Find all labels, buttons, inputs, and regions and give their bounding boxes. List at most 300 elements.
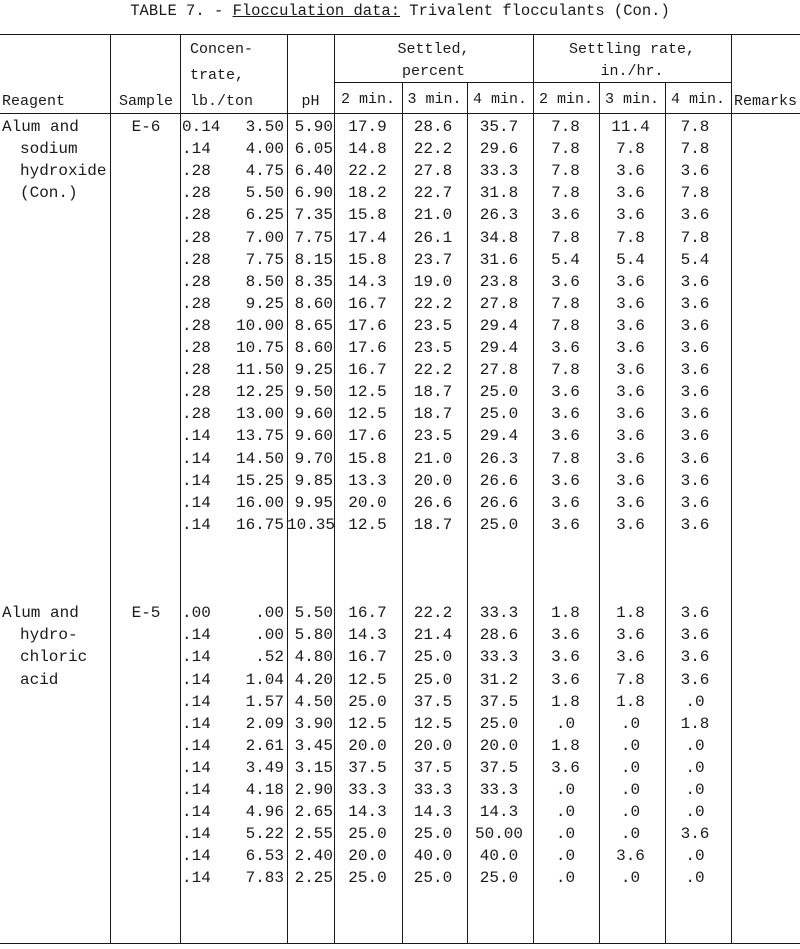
settled-subheader-rule bbox=[334, 82, 533, 83]
settling-rate-value: 3.6 bbox=[551, 339, 580, 357]
settled-percent-value: 27.8 bbox=[479, 294, 519, 313]
ph-value: 4.50 bbox=[294, 692, 333, 711]
settling-rate-value: 11.4 bbox=[611, 118, 650, 136]
concentrate-total-value: 13.75 bbox=[235, 427, 284, 446]
settled-percent-value: 22.2 bbox=[413, 294, 453, 313]
settled-percent-value: 20.0 bbox=[348, 493, 387, 512]
settled-percent-value: 15.8 bbox=[348, 449, 387, 468]
column-rule bbox=[533, 34, 534, 943]
settled-percent-value: 14.3 bbox=[348, 803, 387, 822]
settled-percent-value: 20.0 bbox=[348, 847, 387, 866]
header-3-min: 3 min. bbox=[407, 91, 462, 108]
settling-rate-value: 3.6 bbox=[616, 493, 645, 512]
concentrate-total-value: 12.25 bbox=[235, 383, 284, 402]
concentrate-total-value: 4.96 bbox=[245, 803, 284, 822]
rate-subheader-rule bbox=[533, 82, 731, 83]
header-ph: pH bbox=[301, 93, 320, 110]
settled-percent-value: 14.3 bbox=[413, 803, 453, 822]
settled-percent-value: 25.0 bbox=[413, 825, 453, 844]
settled-percent-value: 26.3 bbox=[479, 206, 519, 225]
settled-percent-value: 22.2 bbox=[413, 604, 453, 623]
ph-value: 5.80 bbox=[294, 626, 333, 645]
reagent-line: (Con.) bbox=[20, 184, 78, 203]
settled-percent-value: 16.7 bbox=[348, 648, 387, 667]
concentrate-rate-value: .28 bbox=[182, 294, 211, 313]
concentrate-total-value: 14.50 bbox=[235, 449, 284, 468]
settling-rate-value: .0 bbox=[620, 825, 641, 844]
settled-percent-value: 29.4 bbox=[479, 339, 519, 357]
table-title-prefix: TABLE 7. - bbox=[130, 2, 233, 20]
settling-rate-value: 7.8 bbox=[616, 670, 645, 689]
concentrate-total-value: .52 bbox=[255, 648, 284, 667]
settled-percent-value: 31.6 bbox=[479, 250, 519, 269]
ph-value: 6.40 bbox=[294, 162, 333, 181]
settled-percent-value: 25.0 bbox=[413, 869, 453, 888]
settled-percent-value: 18.7 bbox=[413, 405, 453, 424]
settled-percent-value: 37.5 bbox=[413, 692, 453, 711]
settled-percent-value: 17.6 bbox=[348, 427, 387, 446]
ph-value: 3.15 bbox=[294, 758, 333, 777]
settling-rate-value: 3.6 bbox=[680, 272, 710, 291]
concentrate-total-value: 6.53 bbox=[245, 847, 284, 866]
concentrate-rate-value: .14 bbox=[182, 515, 211, 534]
settling-rate-value: 7.8 bbox=[551, 162, 580, 181]
reagent-line: acid bbox=[20, 670, 59, 689]
table-top-rule bbox=[0, 34, 800, 35]
ph-value: 2.25 bbox=[294, 869, 333, 888]
column-rule bbox=[599, 82, 600, 943]
concentrate-total-value: 1.04 bbox=[245, 670, 284, 689]
settled-percent-value: 21.0 bbox=[413, 206, 453, 225]
settling-rate-value: .0 bbox=[685, 736, 705, 755]
settled-percent-value: 33.3 bbox=[479, 648, 519, 667]
concentrate-rate-value: .14 bbox=[182, 781, 211, 799]
settling-rate-value: .0 bbox=[685, 803, 705, 822]
settling-rate-value: 7.8 bbox=[551, 184, 580, 203]
settling-rate-value: 3.6 bbox=[616, 294, 645, 313]
header-concentrate-line: trate, bbox=[190, 67, 245, 84]
ph-value: 2.40 bbox=[294, 847, 333, 866]
ph-value: 7.35 bbox=[294, 206, 333, 225]
settling-rate-value: .0 bbox=[685, 781, 705, 799]
sample-id: E-5 bbox=[131, 604, 161, 623]
settled-percent-value: 29.6 bbox=[479, 140, 519, 159]
ph-value: 9.60 bbox=[294, 405, 333, 424]
settled-percent-value: 34.8 bbox=[479, 228, 519, 247]
column-rule bbox=[334, 34, 335, 943]
settling-rate-value: 3.6 bbox=[680, 449, 710, 468]
concentrate-total-value: 7.00 bbox=[245, 228, 284, 247]
settling-rate-value: 3.6 bbox=[551, 670, 580, 689]
settled-percent-value: 25.0 bbox=[479, 515, 519, 534]
settling-rate-value: .0 bbox=[620, 758, 641, 777]
ph-value: 9.85 bbox=[294, 471, 333, 490]
table-title bbox=[0, 2, 800, 20]
settled-percent-value: 20.0 bbox=[348, 736, 387, 755]
settling-rate-value: 3.6 bbox=[551, 383, 580, 402]
concentrate-total-value: 16.75 bbox=[235, 515, 284, 534]
settled-percent-value: 25.0 bbox=[479, 869, 519, 888]
settled-percent-value: 29.4 bbox=[479, 427, 519, 446]
header-settled-line2: percent bbox=[401, 63, 465, 80]
concentrate-rate-value: .28 bbox=[182, 339, 211, 357]
header-4-min: 4 min. bbox=[670, 91, 725, 108]
settled-percent-value: 37.5 bbox=[479, 692, 519, 711]
settling-rate-value: .0 bbox=[620, 736, 641, 755]
settling-rate-value: 7.8 bbox=[551, 361, 580, 380]
settled-percent-value: 37.5 bbox=[348, 758, 387, 777]
ph-value: 10.35 bbox=[287, 515, 336, 534]
settled-percent-value: 31.2 bbox=[479, 670, 519, 689]
settling-rate-value: 3.6 bbox=[680, 670, 710, 689]
reagent-line: Alum and bbox=[2, 118, 79, 136]
concentrate-rate-value: .28 bbox=[182, 405, 211, 424]
concentrate-rate-value: .14 bbox=[182, 140, 211, 159]
ph-value: 6.05 bbox=[294, 140, 333, 159]
settling-rate-value: .0 bbox=[555, 847, 576, 866]
settling-rate-value: 3.6 bbox=[551, 272, 580, 291]
settled-percent-value: 16.7 bbox=[348, 294, 387, 313]
settled-percent-value: 25.0 bbox=[479, 714, 519, 733]
settling-rate-value: 3.6 bbox=[616, 184, 645, 203]
settling-rate-value: 3.6 bbox=[680, 383, 710, 402]
settling-rate-value: 3.6 bbox=[551, 515, 580, 534]
column-rule bbox=[180, 34, 181, 943]
column-rule bbox=[467, 82, 468, 943]
ph-value: 9.95 bbox=[294, 493, 333, 512]
settling-rate-value: 7.8 bbox=[680, 184, 710, 203]
concentrate-rate-value: .14 bbox=[182, 825, 211, 844]
settling-rate-value: 3.6 bbox=[680, 339, 710, 357]
settling-rate-value: 3.6 bbox=[616, 449, 645, 468]
settling-rate-value: 3.6 bbox=[680, 162, 710, 181]
settling-rate-value: 3.6 bbox=[680, 626, 710, 645]
settling-rate-value: .0 bbox=[620, 781, 641, 799]
concentrate-rate-value: .28 bbox=[182, 272, 211, 291]
settling-rate-value: 1.8 bbox=[551, 604, 580, 623]
concentrate-rate-value: .14 bbox=[182, 758, 211, 777]
settling-rate-value: 3.6 bbox=[680, 471, 710, 490]
settling-rate-value: 3.6 bbox=[680, 825, 710, 844]
settling-rate-value: .0 bbox=[555, 714, 576, 733]
settled-percent-value: 26.6 bbox=[479, 493, 519, 512]
ph-value: 9.70 bbox=[294, 449, 333, 468]
settled-percent-value: 17.6 bbox=[348, 339, 387, 357]
settling-rate-value: 3.6 bbox=[616, 471, 645, 490]
settled-percent-value: 37.5 bbox=[413, 758, 453, 777]
ph-value: 6.90 bbox=[294, 184, 333, 203]
settled-percent-value: 25.0 bbox=[348, 869, 387, 888]
settling-rate-value: 3.6 bbox=[551, 427, 580, 446]
settled-percent-value: 20.0 bbox=[413, 736, 453, 755]
settling-rate-value: 7.8 bbox=[551, 228, 580, 247]
settled-percent-value: 17.9 bbox=[348, 118, 387, 136]
concentrate-rate-value: .14 bbox=[182, 692, 211, 711]
settling-rate-value: 3.6 bbox=[551, 648, 580, 667]
settled-percent-value: 22.7 bbox=[413, 184, 453, 203]
settled-percent-value: 37.5 bbox=[479, 758, 519, 777]
settled-percent-value: 18.7 bbox=[413, 383, 453, 402]
settling-rate-value: .0 bbox=[620, 869, 641, 888]
settling-rate-value: 3.6 bbox=[680, 515, 710, 534]
settled-percent-value: 15.8 bbox=[348, 206, 387, 225]
settled-percent-value: 17.4 bbox=[348, 228, 387, 247]
concentrate-total-value: 16.00 bbox=[235, 493, 284, 512]
settled-percent-value: 25.0 bbox=[479, 405, 519, 424]
ph-value: 9.50 bbox=[294, 383, 333, 402]
settling-rate-value: .0 bbox=[685, 758, 705, 777]
settling-rate-value: 7.8 bbox=[680, 118, 710, 136]
header-concentrate-line: lb./ton bbox=[190, 93, 254, 110]
concentrate-total-value: 13.00 bbox=[235, 405, 284, 424]
settling-rate-value: .0 bbox=[555, 825, 576, 844]
settling-rate-value: 3.6 bbox=[616, 427, 645, 446]
settled-percent-value: 25.0 bbox=[348, 692, 387, 711]
ph-value: 2.65 bbox=[294, 803, 333, 822]
ph-value: 9.25 bbox=[294, 361, 333, 380]
column-rule bbox=[665, 82, 666, 943]
concentrate-total-value: .00 bbox=[255, 626, 284, 645]
settled-percent-value: 22.2 bbox=[413, 361, 453, 380]
reagent-line: chloric bbox=[20, 648, 88, 667]
settled-percent-value: 21.4 bbox=[413, 626, 453, 645]
ph-value: 8.60 bbox=[294, 339, 333, 357]
concentrate-total-value: 1.57 bbox=[245, 692, 284, 711]
settled-percent-value: 50.00 bbox=[474, 825, 523, 844]
settling-rate-value: 3.6 bbox=[680, 405, 710, 424]
settling-rate-value: 7.8 bbox=[616, 228, 645, 247]
settled-percent-value: 12.5 bbox=[348, 670, 387, 689]
settling-rate-value: .0 bbox=[685, 847, 705, 866]
header-sample: Sample bbox=[118, 93, 173, 110]
settling-rate-value: 3.6 bbox=[616, 626, 645, 645]
concentrate-rate-value: .28 bbox=[182, 361, 211, 380]
settling-rate-value: 3.6 bbox=[680, 316, 710, 335]
settling-rate-value: 7.8 bbox=[551, 294, 580, 313]
ph-value: 3.90 bbox=[294, 714, 333, 733]
settling-rate-value: 7.8 bbox=[551, 140, 580, 159]
header-reagent: Reagent bbox=[2, 93, 66, 110]
settled-percent-value: 35.7 bbox=[479, 118, 519, 136]
settled-percent-value: 27.8 bbox=[413, 162, 453, 181]
column-rule bbox=[110, 34, 111, 943]
settled-percent-value: 25.0 bbox=[413, 670, 453, 689]
settled-percent-value: 25.0 bbox=[479, 383, 519, 402]
concentrate-total-value: 7.83 bbox=[245, 869, 284, 888]
concentrate-total-value: 4.00 bbox=[245, 140, 284, 159]
settling-rate-value: 3.6 bbox=[551, 626, 580, 645]
ph-value: 2.90 bbox=[294, 781, 333, 799]
concentrate-total-value: 3.50 bbox=[245, 118, 284, 136]
concentrate-total-value: 4.18 bbox=[245, 781, 284, 799]
settled-percent-value: 14.3 bbox=[479, 803, 519, 822]
concentrate-rate-value: .28 bbox=[182, 250, 211, 269]
concentrate-total-value: 4.75 bbox=[245, 162, 284, 181]
settling-rate-value: 3.6 bbox=[680, 427, 710, 446]
settled-percent-value: 20.0 bbox=[479, 736, 519, 755]
concentrate-rate-value: .14 bbox=[182, 869, 211, 888]
column-rule bbox=[731, 34, 732, 943]
header-3-min: 3 min. bbox=[604, 91, 659, 108]
concentrate-rate-value: .14 bbox=[182, 714, 211, 733]
settling-rate-value: 7.8 bbox=[616, 140, 645, 159]
settled-percent-value: 31.8 bbox=[479, 184, 519, 203]
settled-percent-value: 14.3 bbox=[348, 272, 387, 291]
concentrate-rate-value: .14 bbox=[182, 736, 211, 755]
settling-rate-value: .0 bbox=[620, 803, 641, 822]
concentrate-total-value: 2.61 bbox=[245, 736, 284, 755]
settled-percent-value: 22.2 bbox=[413, 140, 453, 159]
settling-rate-value: 7.8 bbox=[680, 140, 710, 159]
settling-rate-value: 3.6 bbox=[616, 405, 645, 424]
settled-percent-value: 12.5 bbox=[348, 383, 387, 402]
concentrate-rate-value: .28 bbox=[182, 316, 211, 335]
concentrate-rate-value: .28 bbox=[182, 383, 211, 402]
settling-rate-value: 3.6 bbox=[551, 758, 580, 777]
header-2-min: 2 min. bbox=[538, 91, 593, 108]
ph-value: 8.35 bbox=[294, 272, 333, 291]
settled-percent-value: 17.6 bbox=[348, 316, 387, 335]
concentrate-rate-value: .14 bbox=[182, 670, 211, 689]
settled-percent-value: 25.0 bbox=[348, 825, 387, 844]
header-bottom-rule bbox=[0, 113, 800, 114]
settling-rate-value: .0 bbox=[555, 803, 576, 822]
reagent-line: Alum and bbox=[2, 604, 79, 623]
header-rate-line1: Settling rate, bbox=[568, 41, 696, 58]
settled-percent-value: 29.4 bbox=[479, 316, 519, 335]
settling-rate-value: 7.8 bbox=[551, 316, 580, 335]
header-rate-line2: in./hr. bbox=[600, 63, 664, 80]
settling-rate-value: 3.6 bbox=[616, 383, 645, 402]
settled-percent-value: 13.3 bbox=[348, 471, 387, 490]
settling-rate-value: 3.6 bbox=[616, 361, 645, 380]
header-remarks: Remarks bbox=[734, 93, 798, 110]
ph-value: 4.20 bbox=[294, 670, 333, 689]
concentrate-total-value: .00 bbox=[255, 604, 284, 623]
concentrate-total-value: 7.75 bbox=[245, 250, 284, 269]
settled-percent-value: 19.0 bbox=[413, 272, 453, 291]
ph-value: 8.60 bbox=[294, 294, 333, 313]
concentrate-rate-value: .14 bbox=[182, 626, 211, 645]
settled-percent-value: 33.3 bbox=[413, 781, 453, 799]
ph-value: 3.45 bbox=[294, 736, 333, 755]
concentrate-total-value: 11.50 bbox=[235, 361, 284, 380]
settled-percent-value: 33.3 bbox=[348, 781, 387, 799]
settling-rate-value: 3.6 bbox=[616, 162, 645, 181]
settling-rate-value: 3.6 bbox=[680, 294, 710, 313]
ph-value: 9.60 bbox=[294, 427, 333, 446]
settling-rate-value: 5.4 bbox=[616, 250, 645, 269]
settled-percent-value: 12.5 bbox=[348, 405, 387, 424]
concentrate-total-value: 8.50 bbox=[245, 272, 284, 291]
settling-rate-value: 1.8 bbox=[616, 692, 645, 711]
concentrate-total-value: 3.49 bbox=[245, 758, 284, 777]
table-bottom-rule bbox=[0, 943, 800, 944]
reagent-line: hydro- bbox=[20, 626, 78, 645]
settling-rate-value: 3.6 bbox=[680, 361, 710, 380]
settling-rate-value: 3.6 bbox=[616, 339, 645, 357]
header-settled-line1: Settled, bbox=[397, 41, 470, 58]
column-rule bbox=[402, 82, 403, 943]
settled-percent-value: 16.7 bbox=[348, 604, 387, 623]
concentrate-rate-value: .14 bbox=[182, 803, 211, 822]
settling-rate-value: .0 bbox=[555, 869, 576, 888]
settling-rate-value: 3.6 bbox=[680, 648, 710, 667]
settled-percent-value: 33.3 bbox=[479, 604, 519, 623]
concentrate-rate-value: .00 bbox=[182, 604, 211, 623]
settling-rate-value: 1.8 bbox=[680, 714, 710, 733]
settling-rate-value: .0 bbox=[685, 692, 705, 711]
settling-rate-value: 3.6 bbox=[680, 206, 710, 225]
concentrate-total-value: 10.75 bbox=[235, 339, 284, 357]
concentrate-rate-value: .14 bbox=[182, 471, 211, 490]
settled-percent-value: 16.7 bbox=[348, 361, 387, 380]
settled-percent-value: 18.2 bbox=[348, 184, 387, 203]
settling-rate-value: .0 bbox=[620, 714, 641, 733]
settling-rate-value: 7.8 bbox=[551, 118, 580, 136]
settled-percent-value: 23.8 bbox=[479, 272, 519, 291]
concentrate-rate-value: .14 bbox=[182, 648, 211, 667]
settling-rate-value: 3.6 bbox=[551, 471, 580, 490]
settling-rate-value: 3.6 bbox=[551, 493, 580, 512]
settled-percent-value: 26.6 bbox=[479, 471, 519, 490]
settling-rate-value: 7.8 bbox=[551, 449, 580, 468]
table-title-underlined: Flocculation data: bbox=[232, 2, 400, 20]
settled-percent-value: 23.5 bbox=[413, 316, 453, 335]
concentrate-total-value: 15.25 bbox=[235, 471, 284, 490]
settling-rate-value: 3.6 bbox=[551, 206, 580, 225]
settled-percent-value: 26.3 bbox=[479, 449, 519, 468]
settled-percent-value: 20.0 bbox=[413, 471, 453, 490]
concentrate-rate-value: 0.14 bbox=[182, 118, 221, 136]
concentrate-rate-value: .14 bbox=[182, 847, 211, 866]
concentrate-rate-value: .28 bbox=[182, 162, 211, 181]
header-concentrate-line: Concen- bbox=[190, 41, 254, 58]
header-4-min: 4 min. bbox=[472, 91, 527, 108]
concentrate-total-value: 2.09 bbox=[245, 714, 284, 733]
settling-rate-value: 1.8 bbox=[551, 692, 580, 711]
settling-rate-value: .0 bbox=[685, 869, 705, 888]
ph-value: 2.55 bbox=[294, 825, 333, 844]
settling-rate-value: 3.6 bbox=[551, 405, 580, 424]
reagent-line: hydroxide bbox=[20, 162, 107, 181]
settling-rate-value: 3.6 bbox=[616, 316, 645, 335]
settled-percent-value: 27.8 bbox=[479, 361, 519, 380]
concentrate-total-value: 5.50 bbox=[245, 184, 284, 203]
concentrate-total-value: 6.25 bbox=[245, 206, 284, 225]
settled-percent-value: 18.7 bbox=[413, 515, 453, 534]
header-2-min: 2 min. bbox=[340, 91, 395, 108]
concentrate-rate-value: .28 bbox=[182, 228, 211, 247]
settled-percent-value: 33.3 bbox=[479, 162, 519, 181]
settling-rate-value: 3.6 bbox=[616, 515, 645, 534]
settled-percent-value: 26.1 bbox=[413, 228, 453, 247]
concentrate-total-value: 10.00 bbox=[235, 316, 284, 335]
settled-percent-value: 28.6 bbox=[479, 626, 519, 645]
settling-rate-value: 3.6 bbox=[616, 206, 645, 225]
settled-percent-value: 40.0 bbox=[413, 847, 453, 866]
settled-percent-value: 14.8 bbox=[348, 140, 387, 159]
settling-rate-value: 7.8 bbox=[680, 228, 710, 247]
reagent-line: sodium bbox=[20, 140, 78, 159]
settling-rate-value: 1.8 bbox=[551, 736, 580, 755]
settling-rate-value: 3.6 bbox=[680, 493, 710, 512]
settling-rate-value: 1.8 bbox=[616, 604, 645, 623]
ph-value: 4.80 bbox=[294, 648, 333, 667]
settled-percent-value: 40.0 bbox=[479, 847, 519, 866]
settling-rate-value: 3.6 bbox=[616, 648, 645, 667]
settled-percent-value: 26.6 bbox=[413, 493, 453, 512]
